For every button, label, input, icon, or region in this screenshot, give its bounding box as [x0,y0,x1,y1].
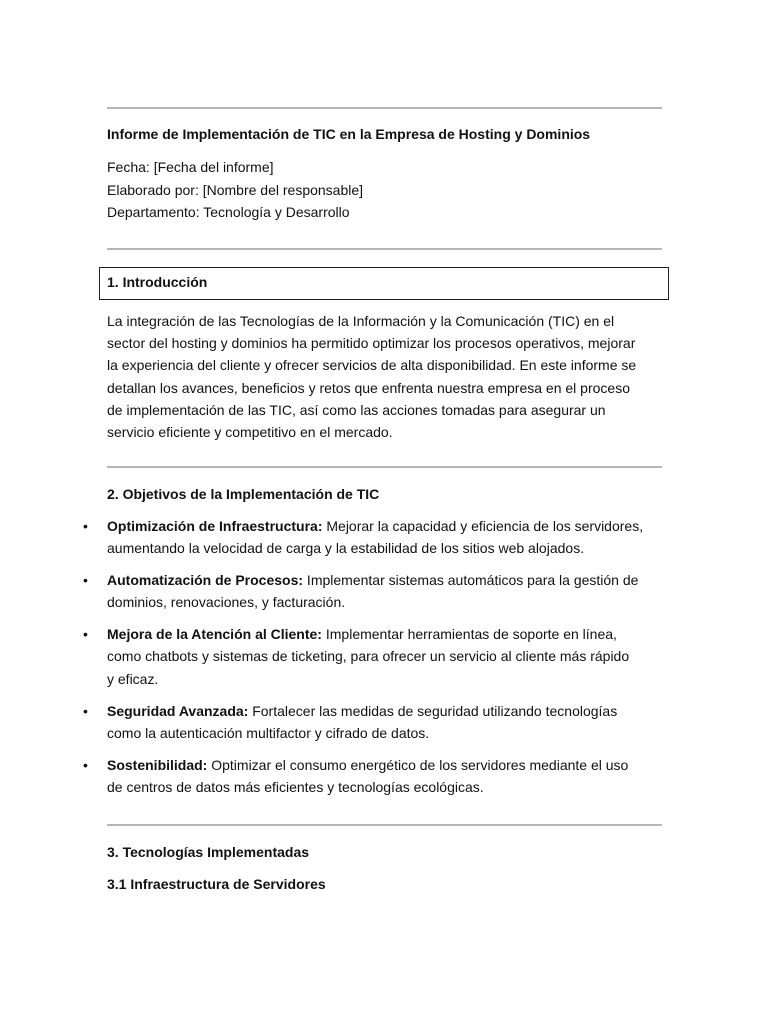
item-text: Optimizar el consumo energético de los servidores mediante el uso [207,756,629,773]
item-text: aumentando la velocidad de carga y la estabilidad de los sitios web alojados. [107,540,585,557]
item-text: como chatbots y sistemas de ticketing, para ofrecer un servicio al cliente más rápido [107,648,630,665]
bullet-icon: • [83,702,88,719]
intro-line: de implementación de las TIC, así como las acciones tomadas para asegurar un [107,401,606,418]
item-text: Fortalecer las medidas de seguridad utilizando tecnologías [248,702,618,719]
intro-line: La integración de las Tecnologías de la Información y la Comunicación (TIC) en el [107,313,615,329]
item-text: dominios, renovaciones, y facturación. [107,594,346,611]
objectives-list [83,515,673,808]
section-heading-objetivos: 2. Objetivos de la Implementación de TIC [107,486,380,502]
divider [107,824,662,826]
intro-line: la experiencia del cliente y ofrecer servicios de alta disponibilidad. En este informe se [107,357,637,374]
section-heading-box [99,267,669,300]
list-item [83,700,673,745]
list-item [83,623,673,690]
item-label: Optimización de Infraestructura: [107,518,323,534]
bullet-icon: • [83,518,88,534]
item-label: Mejora de la Atención al Cliente: [107,626,322,643]
divider [107,248,662,250]
report-title: Informe de Implementación de TIC en la Empresa de Hosting y Dominios [107,126,591,142]
bullet-icon: • [83,756,88,773]
item-text: y eficaz. [107,670,159,687]
list-item [83,515,673,560]
item-label: Seguridad Avanzada: [107,702,249,719]
intro-line: sector del hosting y dominios ha permitido optimizar los procesos operativos, mejorar [107,335,636,352]
item-text: de centros de datos más eficientes y tecnologías ecológicas. [107,778,484,795]
intro-paragraph [107,310,667,443]
meta-author: Elaborado por: [Nombre del responsable] [107,181,364,198]
item-text: Mejorar la capacidad y eficiencia de los servidores, [322,518,644,534]
item-label: Automatización de Procesos: [107,572,304,589]
divider [107,107,662,109]
item-text: Implementar herramientas de soporte en línea, [321,626,617,643]
subsection-heading-servidores: 3.1 Infraestructura de Servidores [107,876,326,892]
bullet-icon: • [83,572,88,589]
list-item [83,754,673,799]
report-meta [107,156,363,224]
meta-department: Departamento: Tecnología y Desarrollo [107,204,350,220]
intro-line: servicio eficiente y competitivo en el mercado. [107,424,393,441]
meta-date: Fecha: [Fecha del informe] [107,159,274,175]
intro-line: detallan los avances, beneficios y retos que enfrenta nuestra empresa en el proceso [107,379,630,396]
item-text: como la autenticación multifactor y cifrado de datos. [107,724,430,741]
bullet-icon: • [83,626,88,643]
section-heading-tecnologias: 3. Tecnologías Implementadas [107,844,310,860]
item-text: Implementar sistemas automáticos para la gestión de [303,572,639,589]
list-item [83,569,673,614]
item-label: Sostenibilidad: [107,756,208,773]
divider [107,466,662,468]
section-heading-introduccion: 1. Introducción [107,274,208,290]
